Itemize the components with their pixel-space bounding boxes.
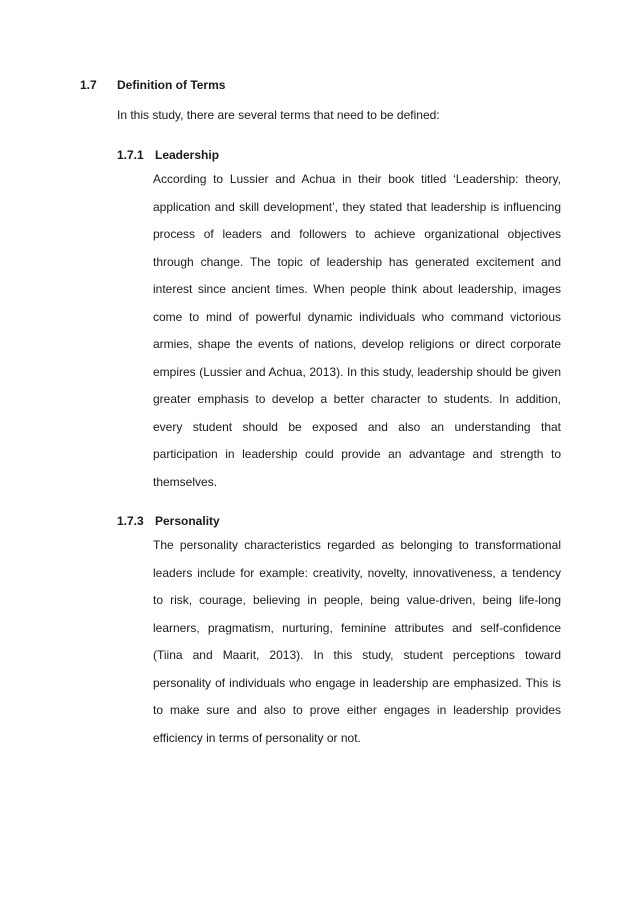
section-intro: In this study, there are several terms that need to be defined: [117, 108, 440, 122]
section-title: Definition of Terms [117, 78, 226, 92]
subsection-title-personality: Personality [155, 514, 220, 528]
subsection-title-leadership: Leadership [155, 148, 220, 162]
leadership-paragraph: According to Lussier and Achua in their book titled ‘Leadership: theory, application and skill development’, they stated that leadership is influencing process of leaders and followers to achieve organizational objectives through change. The topic of leadership has generated excitement and interest since ancient times. When people think about leadership, images come to mind of powerful dynamic individuals who command victorious armies, shape the events of nations, develop religions or direct corporate empires (Lussier and Achua, 2013). In this study, leadership should be given greater emphasis to develop a better character to students. In addition, every student should be exposed and also an understanding that participation in leadership could provide an advantage and strength to themselves. [153, 172, 561, 489]
personality-paragraph: The personality characteristics regarded as belonging to transformational leaders include for example: creativity, novelty, innovativeness, a tendency to risk, courage, believing in people, being value-driven, being life-long learners, pragmatism, nurturing, feminine attributes and self-confidence (Tiina and Maarit, 2013). In this study, student perceptions toward personality of individuals who engage in leadership are emphasized. This is to make sure and also to prove either engages in leadership provides efficiency in terms of personality or not. [153, 538, 561, 745]
subsection-number-leadership: 1.7.1 [117, 148, 144, 162]
subsection-number-personality: 1.7.3 [117, 514, 144, 528]
section-number: 1.7 [80, 78, 97, 92]
